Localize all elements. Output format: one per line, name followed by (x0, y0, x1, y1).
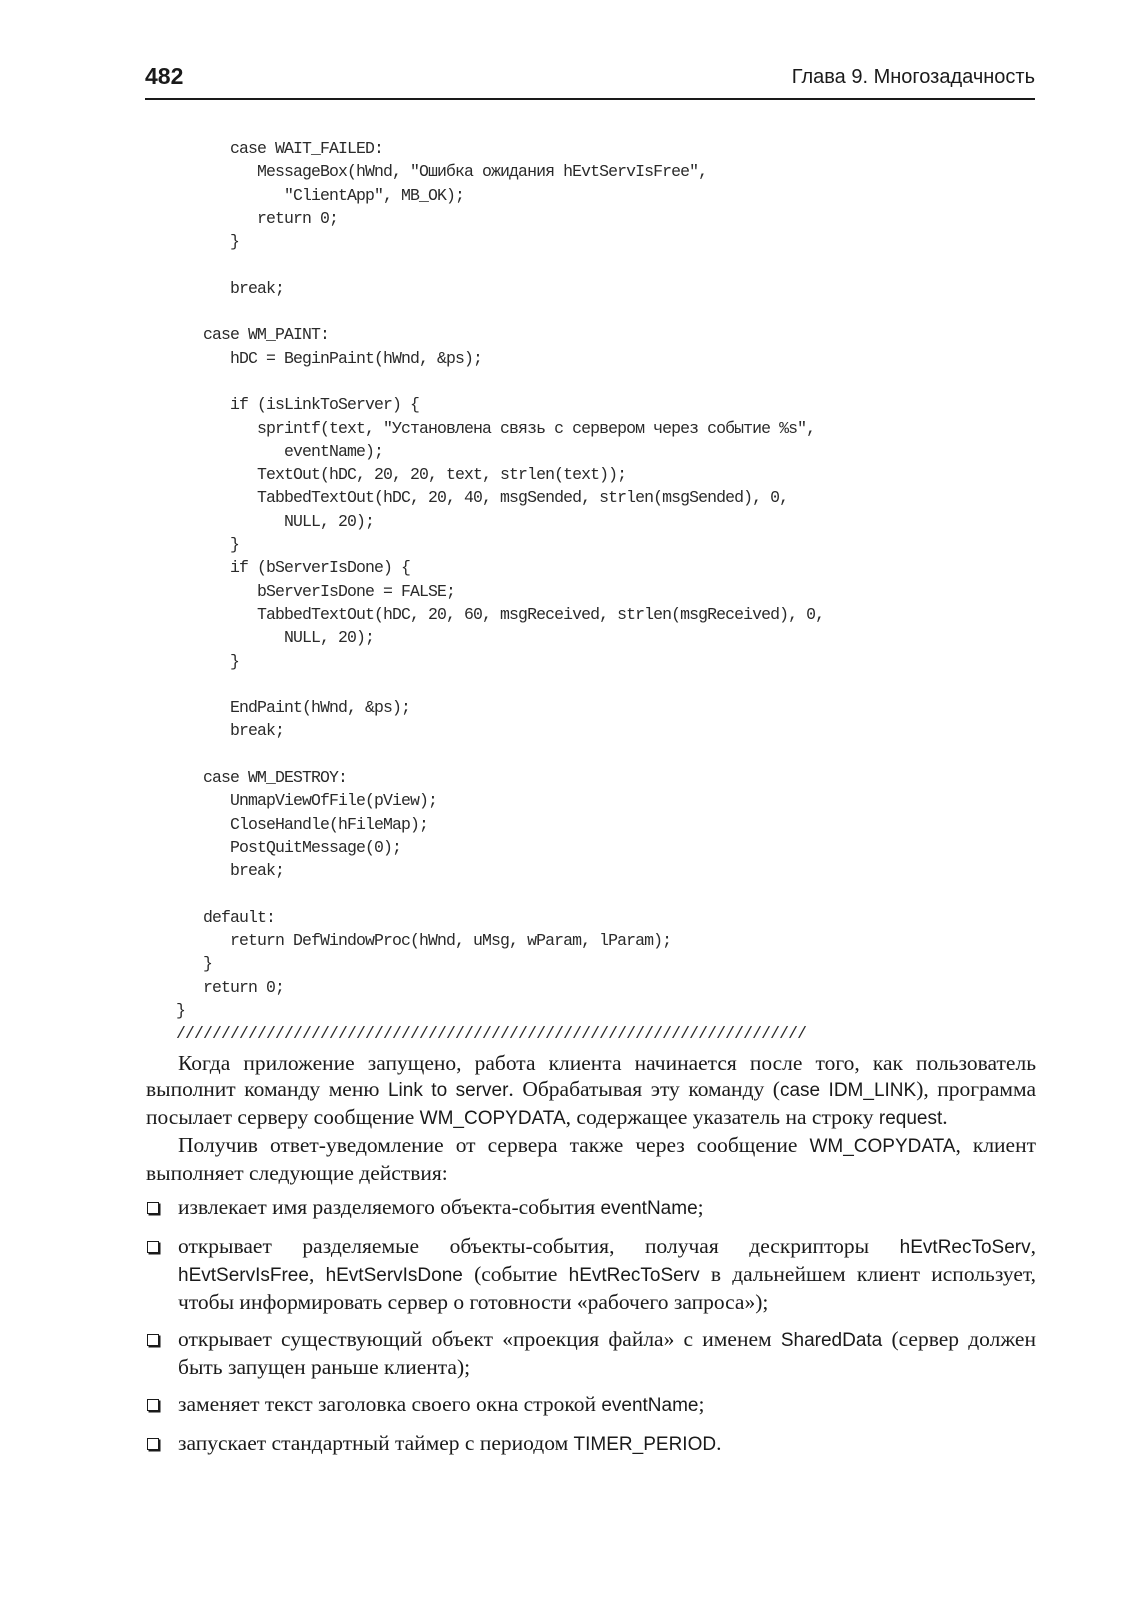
code-listing (176, 137, 824, 1046)
checkbox-bullet-icon (147, 1334, 159, 1346)
checkbox-bullet-icon (147, 1399, 159, 1411)
code-line: TabbedTextOut(hDC, 20, 40, msgSended, strlen(msgSended), 0, (176, 488, 789, 508)
paragraph: Получив ответ-уведомление от сервера также через сообщение WM_COPYDATA, клиент выполняет следующие действия: (146, 1133, 1037, 1185)
code-term: hEvtRecToServ (568, 1265, 700, 1286)
code-term: TIMER_PERIOD (573, 1434, 717, 1455)
code-line: return DefWindowProc(hWnd, uMsg, wParam, lParam); (176, 931, 672, 951)
code-line: TabbedTextOut(hDC, 20, 60, msgReceived, strlen(msgReceived), 0, (176, 604, 825, 624)
code-line: PostQuitMessage(0); (176, 837, 402, 857)
list-item: открывает разделяемые объекты-события, получая дескрипторы hEvtRecToServ, hEvtServIsFree, hEvtServIsDone (событие hEvtRecToServ в дальнейшем клиент использует, чтобы информировать сервер о готовности «рабочего запроса»); (146, 1233, 1036, 1315)
code-term: eventName (601, 1395, 699, 1416)
code-term: hEvtRecToServ (899, 1237, 1031, 1258)
running-head: Глава 9. Многозадачность (791, 66, 1035, 88)
code-line: } (176, 954, 213, 974)
code-term: request (878, 1108, 943, 1129)
code-line: TextOut(hDC, 20, 20, text, strlen(text)); (176, 465, 627, 485)
checkbox-bullet-icon (147, 1438, 159, 1450)
code-line: EndPaint(hWnd, &ps); (176, 698, 411, 718)
code-term: hEvtServIsDone (325, 1265, 463, 1286)
code-line: } (176, 535, 240, 555)
code-line: "ClientApp", MB_OK); (176, 185, 465, 205)
code-line: default: (176, 907, 276, 927)
code-line: case WM_PAINT: (176, 325, 330, 345)
code-term: case IDM_LINK (779, 1080, 917, 1101)
checkbox-bullet-icon (147, 1241, 159, 1253)
checkbox-bullet-icon (147, 1202, 159, 1214)
code-line: NULL, 20); (176, 628, 375, 648)
list-item: открывает существующий объект «проекция файла» с именем SharedData (сервер должен быть запущен раньше клиента); (146, 1326, 1036, 1380)
action-list (146, 1194, 1036, 1458)
code-line: return 0; (176, 977, 285, 997)
code-line: MessageBox(hWnd, "Ошибка ожидания hEvtServIsFree", (176, 162, 708, 182)
code-line: eventName); (176, 441, 384, 461)
code-line: break; (176, 278, 285, 298)
code-term: SharedData (780, 1330, 883, 1351)
paragraph: Когда приложение запущено, работа клиента начинается после того, как пользователь выполнит команду меню Link to server. Обрабатывая эту команду (case IDM_LINK), программа посылает серверу сообщение WM_COPYDATA, содержащее указатель на строку request. (146, 1051, 1037, 1129)
code-line: case WAIT_FAILED: (176, 139, 384, 158)
code-line: break; (176, 721, 285, 741)
code-term: WM_COPYDATA (809, 1136, 956, 1157)
page-header (145, 62, 1035, 100)
code-line: sprintf(text, "Установлена связь с сервером через событие %s", (176, 418, 816, 438)
code-line: bServerIsDone = FALSE; (176, 581, 456, 601)
code-line: } (176, 232, 240, 252)
code-line: return 0; (176, 208, 339, 228)
code-term: eventName (600, 1198, 698, 1219)
code-line: case WM_DESTROY: (176, 768, 348, 788)
code-term: WM_COPYDATA (419, 1108, 566, 1129)
page-number: 482 (145, 63, 184, 89)
code-line: hDC = BeginPaint(hWnd, &ps); (176, 348, 483, 368)
body-text (146, 1050, 1036, 1469)
code-line: } (176, 651, 240, 671)
list-item: заменяет текст заголовка своего окна строкой eventName; (146, 1391, 1036, 1419)
code-line: UnmapViewOfFile(pView); (176, 791, 438, 811)
list-item: извлекает имя разделяемого объекта-события eventName; (146, 1194, 1036, 1222)
code-line: CloseHandle(hFileMap); (176, 814, 429, 834)
code-term: hEvtServIsFree (178, 1265, 309, 1286)
code-line: } (176, 1000, 186, 1020)
code-line: if (bServerIsDone) { (176, 558, 411, 578)
menu-command: Link to server (387, 1080, 509, 1101)
list-item: запускает стандартный таймер с периодом TIMER_PERIOD. (146, 1430, 1036, 1458)
code-line: break; (176, 861, 285, 881)
code-line: ////////////////////////////////////////////////////////////////////// (176, 1024, 807, 1044)
code-line: if (isLinkToServer) { (176, 395, 420, 415)
code-line: NULL, 20); (176, 511, 375, 531)
